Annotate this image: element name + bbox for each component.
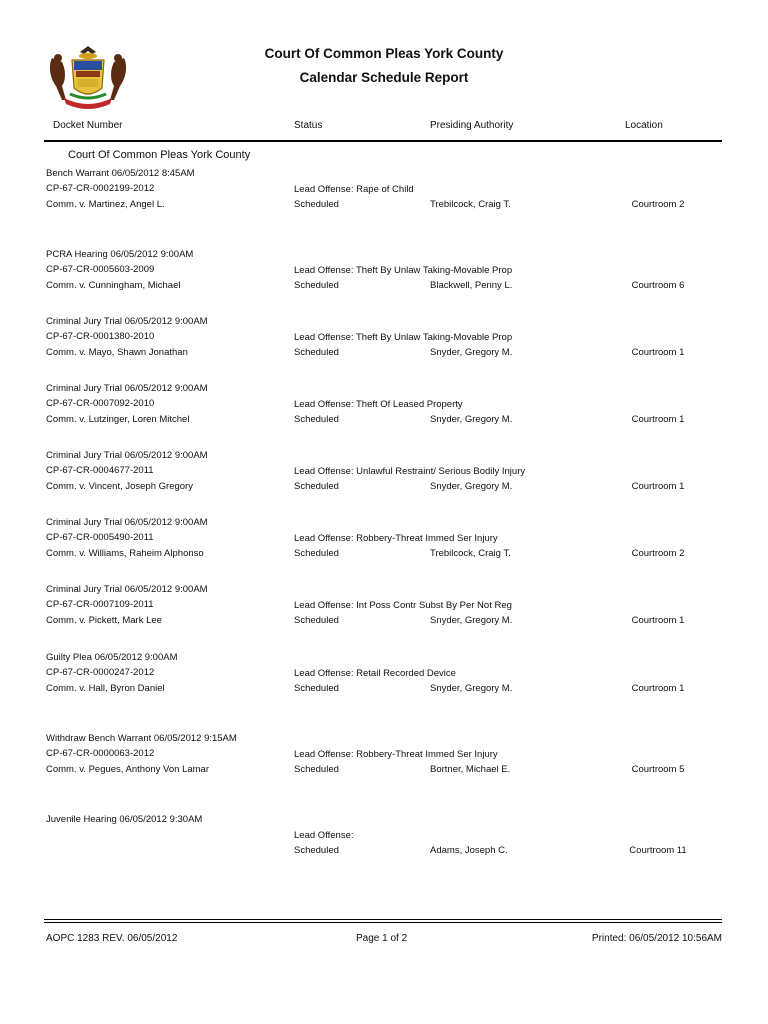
report-court-title: Court Of Common Pleas York County — [264, 46, 504, 61]
courtroom-location: Courtroom 1 — [631, 347, 685, 358]
presiding-authority: Snyder, Gregory M. — [430, 414, 513, 425]
courtroom-location: Courtroom 1 — [631, 615, 685, 626]
header-divider — [44, 140, 722, 142]
courtroom-location: Courtroom 2 — [631, 199, 685, 210]
case-status: Scheduled — [294, 414, 339, 425]
presiding-authority: Trebilcock, Craig T. — [430, 199, 511, 210]
docket-number: CP-67-CR-0007092-2010 — [46, 398, 155, 409]
column-header-authority: Presiding Authority — [430, 120, 514, 131]
case-caption: Comm. v. Pickett, Mark Lee — [46, 615, 162, 626]
docket-number: CP-67-CR-0005490-2011 — [46, 532, 154, 543]
case-entry — [0, 168, 768, 232]
courtroom-location: Courtroom 1 — [631, 481, 685, 492]
docket-number: CP-67-CR-0005603-2009 — [46, 264, 155, 275]
courtroom-location: Courtroom 2 — [631, 548, 685, 559]
hearing-type-datetime: Criminal Jury Trial 06/05/2012 9:00AM — [46, 517, 208, 528]
case-status: Scheduled — [294, 481, 339, 492]
courtroom-location: Courtroom 5 — [631, 764, 685, 775]
case-entry — [0, 517, 768, 581]
case-status: Scheduled — [294, 548, 339, 559]
case-status: Scheduled — [294, 347, 339, 358]
presiding-authority: Snyder, Gregory M. — [430, 481, 513, 492]
page-number: Page 1 of 2 — [356, 933, 408, 944]
hearing-type-datetime: Guilty Plea 06/05/2012 9:00AM — [46, 652, 178, 663]
case-status: Scheduled — [294, 764, 339, 775]
hearing-type-datetime: Withdraw Bench Warrant 06/05/2012 9:15AM — [46, 733, 237, 744]
case-caption: Comm. v. Pegues, Anthony Von Lamar — [46, 764, 209, 775]
footer-divider — [44, 919, 722, 923]
hearing-type-datetime: Criminal Jury Trial 06/05/2012 9:00AM — [46, 383, 208, 394]
case-status: Scheduled — [294, 615, 339, 626]
lead-offense: Lead Offense: Robbery-Threat Immed Ser Injury — [294, 533, 498, 544]
case-entry — [0, 383, 768, 447]
case-status: Scheduled — [294, 683, 339, 694]
lead-offense: Lead Offense: Retail Recorded Device — [294, 668, 456, 679]
case-entry — [0, 733, 768, 797]
lead-offense: Lead Offense: Rape of Child — [294, 184, 414, 195]
case-caption: Comm. v. Mayo, Shawn Jonathan — [46, 347, 188, 358]
report-subtitle: Calendar Schedule Report — [299, 70, 469, 85]
case-caption: Comm. v. Hall, Byron Daniel — [46, 683, 165, 694]
lead-offense: Lead Offense: Robbery-Threat Immed Ser Injury — [294, 749, 498, 760]
case-status: Scheduled — [294, 280, 339, 291]
presiding-authority: Trebilcock, Craig T. — [430, 548, 511, 559]
case-entry — [0, 249, 768, 313]
case-caption: Comm. v. Williams, Raheim Alphonso — [46, 548, 204, 559]
presiding-authority: Blackwell, Penny L. — [430, 280, 513, 291]
case-status: Scheduled — [294, 845, 339, 856]
presiding-authority: Snyder, Gregory M. — [430, 683, 513, 694]
lead-offense: Lead Offense: Unlawful Restraint/ Serious Bodily Injury — [294, 466, 526, 477]
case-caption: Comm. v. Cunningham, Michael — [46, 280, 181, 291]
column-header-location: Location — [625, 120, 663, 131]
presiding-authority: Adams, Joseph C. — [430, 845, 508, 856]
lead-offense: Lead Offense: Theft Of Leased Property — [294, 399, 463, 410]
hearing-type-datetime: Criminal Jury Trial 06/05/2012 9:00AM — [46, 316, 208, 327]
docket-number: CP-67-CR-0000063-2012 — [46, 748, 155, 759]
case-entry — [0, 584, 768, 648]
case-entry — [0, 450, 768, 514]
docket-number: CP-67-CR-0000247-2012 — [46, 667, 155, 678]
hearing-type-datetime: Juvenile Hearing 06/05/2012 9:30AM — [46, 814, 203, 825]
hearing-type-datetime: Criminal Jury Trial 06/05/2012 9:00AM — [46, 584, 208, 595]
section-title: Court Of Common Pleas York County — [68, 149, 251, 161]
column-header-status: Status — [294, 120, 323, 131]
case-caption: Comm. v. Vincent, Joseph Gregory — [46, 481, 193, 492]
docket-number: CP-67-CR-0004677-2011 — [46, 465, 154, 476]
presiding-authority: Bortner, Michael E. — [430, 764, 511, 775]
hearing-type-datetime: PCRA Hearing 06/05/2012 9:00AM — [46, 249, 194, 260]
hearing-type-datetime: Bench Warrant 06/05/2012 8:45AM — [46, 168, 195, 179]
printed-timestamp: Printed: 06/05/2012 10:56AM — [591, 933, 722, 944]
courtroom-location: Courtroom 6 — [631, 280, 685, 291]
lead-offense: Lead Offense: Theft By Unlaw Taking-Movable Prop — [294, 332, 513, 343]
lead-offense: Lead Offense: Theft By Unlaw Taking-Movable Prop — [294, 265, 513, 276]
courtroom-location: Courtroom 11 — [629, 845, 687, 856]
case-status: Scheduled — [294, 199, 339, 210]
case-caption: Comm. v. Lutzinger, Loren Mitchel — [46, 414, 190, 425]
docket-number: CP-67-CR-0007109-2011 — [46, 599, 154, 610]
presiding-authority: Snyder, Gregory M. — [430, 615, 513, 626]
case-entry — [0, 316, 768, 380]
lead-offense: Lead Offense: — [294, 830, 354, 841]
courtroom-location: Courtroom 1 — [631, 414, 685, 425]
hearing-type-datetime: Criminal Jury Trial 06/05/2012 9:00AM — [46, 450, 208, 461]
docket-number: CP-67-CR-0002199-2012 — [46, 183, 155, 194]
column-header-docket: Docket Number — [53, 120, 123, 131]
lead-offense: Lead Offense: Int Poss Contr Subst By Per Not Reg — [294, 600, 512, 611]
case-caption: Comm. v. Martinez, Angel L. — [46, 199, 165, 210]
presiding-authority: Snyder, Gregory M. — [430, 347, 513, 358]
docket-number: CP-67-CR-0001380-2010 — [46, 331, 155, 342]
case-entry — [0, 652, 768, 716]
form-revision: AOPC 1283 REV. 06/05/2012 — [46, 933, 178, 944]
courtroom-location: Courtroom 1 — [631, 683, 685, 694]
case-entry — [0, 814, 768, 878]
